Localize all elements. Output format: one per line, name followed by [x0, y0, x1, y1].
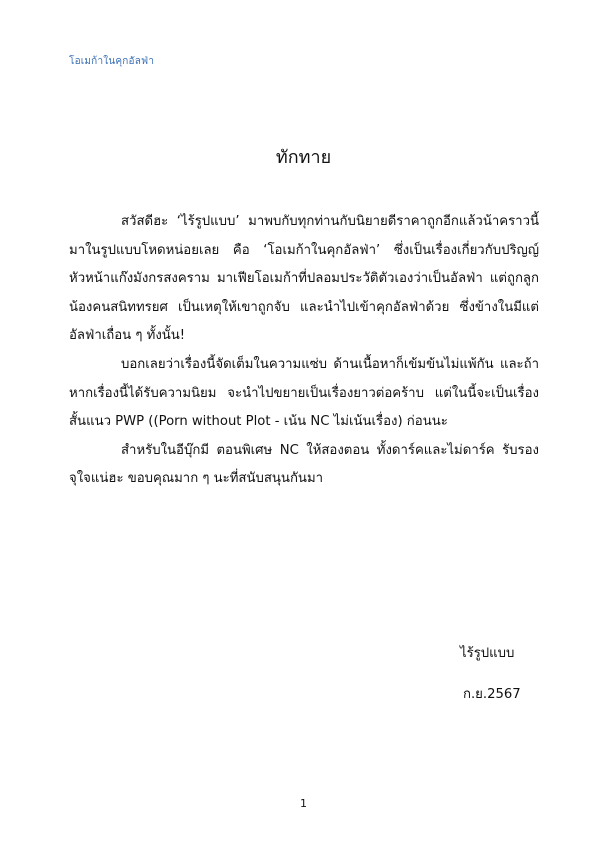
paragraph-1: สวัสดีฮะ ‘ไร้รูปแบบ’ มาพบกับทุกท่านกับนิยายดีราคาถูกอีกแล้วน้าคราวนี้มาในรูปแบบโหดหน่อยเลย คือ ‘โอเมก้าในคุกอัลฟ่า’ ซึ่งเป็นเรื่องเกี่ยวกับปริญญ์ หัวหน้าแก๊งมังกรสงคราม มาเฟียโอเมก้าที่ปลอมประวัติตัวเองว่าเป็นอัลฟ่า แต่ถูกลูกน้องคนสนิททรยศ เป็นเหตุให้เขาถูกจับ และนำไปเข้าคุกอัลฟ่าด้วย ซึ่งข้างในมีแต่อัลฟ่าเถื่อน ๆ ทั้งนั้น! [69, 214, 539, 344]
running-header: โอเมก้าในคุกอัลฟ่า [69, 56, 155, 67]
date-line: ก.ย.2567 [463, 687, 521, 702]
author-signature: ไร้รูปแบบ [460, 646, 515, 661]
page-title: ทักทาย [275, 147, 332, 168]
paragraph-3: สำหรับในอีบุ๊กมี ตอนพิเศษ NC ให้สองตอน ทั้งดาร์คและไม่ดาร์ค รับรองจุใจแน่ฮะ ขอบคุณมาก ๆ นะที่สนับสนุนกันมา [69, 442, 539, 487]
body-text [69, 208, 539, 494]
page-number: 1 [300, 797, 307, 810]
paragraph-2: บอกเลยว่าเรื่องนี้จัดเต็มในความแซ่บ ด้านเนื้อหาก็เข้มข้นไม่แพ้กัน และถ้าหากเรื่องนี้ได้รับความนิยม จะนำไปขยายเป็นเรื่องยาวต่อคร้าบ แต่ในนี้จะเป็นเรื่องสั้นแนว PWP ((Porn without Plot - เน้น NC ไม่เน้นเรื่อง) ก่อนนะ [69, 356, 539, 430]
